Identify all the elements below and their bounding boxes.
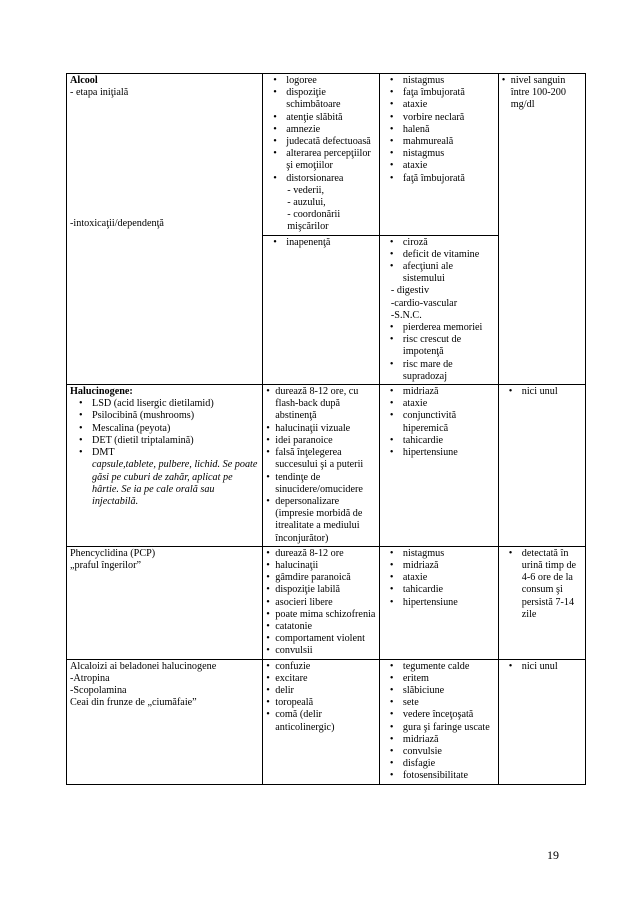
list-item: • LSD (acid lisergic dietilamid) xyxy=(76,398,259,410)
list-item: • detectată în urină timp de 4-6 ore de la consum şi persistă 7-14 zile xyxy=(506,548,582,621)
list-item: • DMT xyxy=(76,447,259,459)
list-item: • ataxie xyxy=(387,99,495,111)
list-item: • faţă îmbujorată xyxy=(387,173,495,185)
cell-detection xyxy=(498,659,585,784)
list-item: • tegumente calde xyxy=(387,661,495,673)
table-row xyxy=(67,659,586,784)
cell-substance-alcool xyxy=(67,74,263,385)
list-item: • inapenenţă xyxy=(270,237,376,249)
list-item: • sete xyxy=(387,697,495,709)
page-number: 19 xyxy=(547,848,559,862)
list-item: • dispoziţie labilă xyxy=(266,584,376,596)
substance-line: Phencyclidina (PCP) xyxy=(70,547,156,559)
table-row xyxy=(67,385,586,547)
list-item: • dispoziţie schimbătoare xyxy=(270,87,376,111)
list-item: • logoree xyxy=(270,75,376,87)
administration-note: capsule,tablete, pulbere, lichid. Se poate găsi pe cuburi de zahăr, aplicat pe hârtie. Se ia pe cale orală sau injectabilă. xyxy=(92,459,258,507)
list-item: • idei paranoice xyxy=(266,435,376,447)
list-item: • Mescalina (peyota) xyxy=(76,423,259,435)
cell-effects xyxy=(263,546,380,659)
list-item: • risc crescut de impotenţă xyxy=(387,334,495,358)
list-item: • ataxie xyxy=(387,160,495,172)
list-item: • mahmureală xyxy=(387,136,495,148)
sub-item: - digestiv xyxy=(390,285,430,297)
list-item: • vorbire neclară xyxy=(387,112,495,124)
list-item: • durează 8-12 ore, cu flash-back după abstinenţă xyxy=(266,386,376,423)
list-item: • confuzie xyxy=(266,661,376,673)
list-item: • toropeală xyxy=(266,697,376,709)
list-item: • eritem xyxy=(387,673,495,685)
list-item: • delir xyxy=(266,685,376,697)
list-item: • tahicardie xyxy=(387,435,495,447)
cell-detection xyxy=(498,385,585,547)
list-item: • disfagie xyxy=(387,758,495,770)
list-item: • conjunctivită hiperemică xyxy=(387,410,495,434)
list-item: • Psilocibină (mushrooms) xyxy=(76,410,259,422)
cell-effects xyxy=(263,659,380,784)
list-item: • amnezie xyxy=(270,124,376,136)
list-item: • ciroză xyxy=(387,237,495,249)
substance-title: Alcool xyxy=(70,75,98,86)
list-item: • judecată defectuoasă xyxy=(270,136,376,148)
list-item: • afecţiuni ale sistemului xyxy=(387,261,495,285)
list-item: • durează 8-12 ore xyxy=(266,548,376,560)
substance-line: Ceai din frunze de „ciumăfaie” xyxy=(70,697,197,709)
substance-line: -Scopolamina xyxy=(70,684,127,696)
list-item: • halucinaţii xyxy=(266,560,376,572)
list-item: • excitare xyxy=(266,673,376,685)
list-item: • midriază xyxy=(387,386,495,398)
cell-effects xyxy=(263,235,380,384)
substance-line: - etapa iniţială xyxy=(70,87,129,99)
cell-detection xyxy=(498,74,585,385)
list-item: • vedere înceţoşată xyxy=(387,709,495,721)
list-item: • faţa îmbujorată xyxy=(387,87,495,99)
list-item: • DET (dietil triptalamină) xyxy=(76,435,259,447)
list-item: • alterarea percepţiilor şi emoţiilor xyxy=(270,148,376,172)
table-row xyxy=(67,546,586,659)
list-item: • asocieri libere xyxy=(266,597,376,609)
substance-line: „praful îngerilor” xyxy=(70,559,141,571)
list-item: • comportament violent xyxy=(266,633,376,645)
list-item: • halucinaţii vizuale xyxy=(266,423,376,435)
sub-item: - vederii, xyxy=(287,184,325,196)
list-item: • fotosensibilitate xyxy=(387,770,495,782)
cell-effects xyxy=(263,74,380,236)
cell-effects xyxy=(263,385,380,547)
cell-substance-alcaloizi xyxy=(67,659,263,784)
list-item: • ataxie xyxy=(387,572,495,584)
list-item: • deficit de vitamine xyxy=(387,249,495,261)
list-item: • comă (delir anticolinergic) xyxy=(266,709,376,733)
list-item: • tahicardie xyxy=(387,584,495,596)
cell-signs xyxy=(379,659,498,784)
cell-signs xyxy=(379,546,498,659)
cell-signs xyxy=(379,74,498,236)
list-item: • slăbiciune xyxy=(387,685,495,697)
substance-line: -intoxicaţii/dependenţă xyxy=(70,218,164,230)
sub-item: - coordonării mişcărilor xyxy=(287,209,341,233)
cell-substance-halucinogene xyxy=(67,385,263,547)
list-item: • distorsionarea xyxy=(270,173,376,185)
cell-substance-pcp xyxy=(67,546,263,659)
substance-title: Halucinogene: xyxy=(70,386,133,398)
sub-item: -cardio-vascular xyxy=(390,297,458,309)
substance-line: Alcaloizi ai beladonei halucinogene xyxy=(70,660,217,672)
list-item: • convulsii xyxy=(266,645,376,657)
list-item: • halenă xyxy=(387,124,495,136)
list-item: • ataxie xyxy=(387,398,495,410)
list-item: • nistagmus xyxy=(387,75,495,87)
cell-signs xyxy=(379,385,498,547)
cell-detection xyxy=(498,546,585,659)
list-item: • gâmdire paranoică xyxy=(266,572,376,584)
sub-item: - auzului, xyxy=(287,197,326,209)
list-item: • nici unul xyxy=(506,386,582,398)
list-item: • nici unul xyxy=(506,661,582,673)
list-item: • poate mima schizofrenia xyxy=(266,609,376,621)
list-item: • pierderea memoriei xyxy=(387,322,495,334)
cell-signs xyxy=(379,235,498,384)
list-item: • midriază xyxy=(387,734,495,746)
list-item: • atenţie slăbită xyxy=(270,112,376,124)
list-item: • hipertensiune xyxy=(387,447,495,459)
substance-line: -Atropina xyxy=(70,672,110,684)
list-item: • gura şi faringe uscate xyxy=(387,722,495,734)
drug-effects-table xyxy=(66,73,586,785)
sub-item: -S.N.C. xyxy=(390,309,422,321)
list-item: • nistagmus xyxy=(387,548,495,560)
table-row xyxy=(67,74,586,236)
list-item: • depersonalizare (impresie morbidă de itrealitate a mediului înconjurător) xyxy=(266,496,376,545)
list-item: • midriază xyxy=(387,560,495,572)
list-item: • risc mare de supradozaj xyxy=(387,359,495,383)
list-item: • falsă înţelegerea succesului şi a puterii xyxy=(266,447,376,471)
list-item: • nivel sanguin între 100-200 mg/dl xyxy=(502,75,582,112)
list-item: • convulsie xyxy=(387,746,495,758)
list-item: • catatonie xyxy=(266,621,376,633)
list-item: • nistagmus xyxy=(387,148,495,160)
list-item: • hipertensiune xyxy=(387,597,495,609)
list-item: • tendinţe de sinucidere/omucidere xyxy=(266,472,376,496)
